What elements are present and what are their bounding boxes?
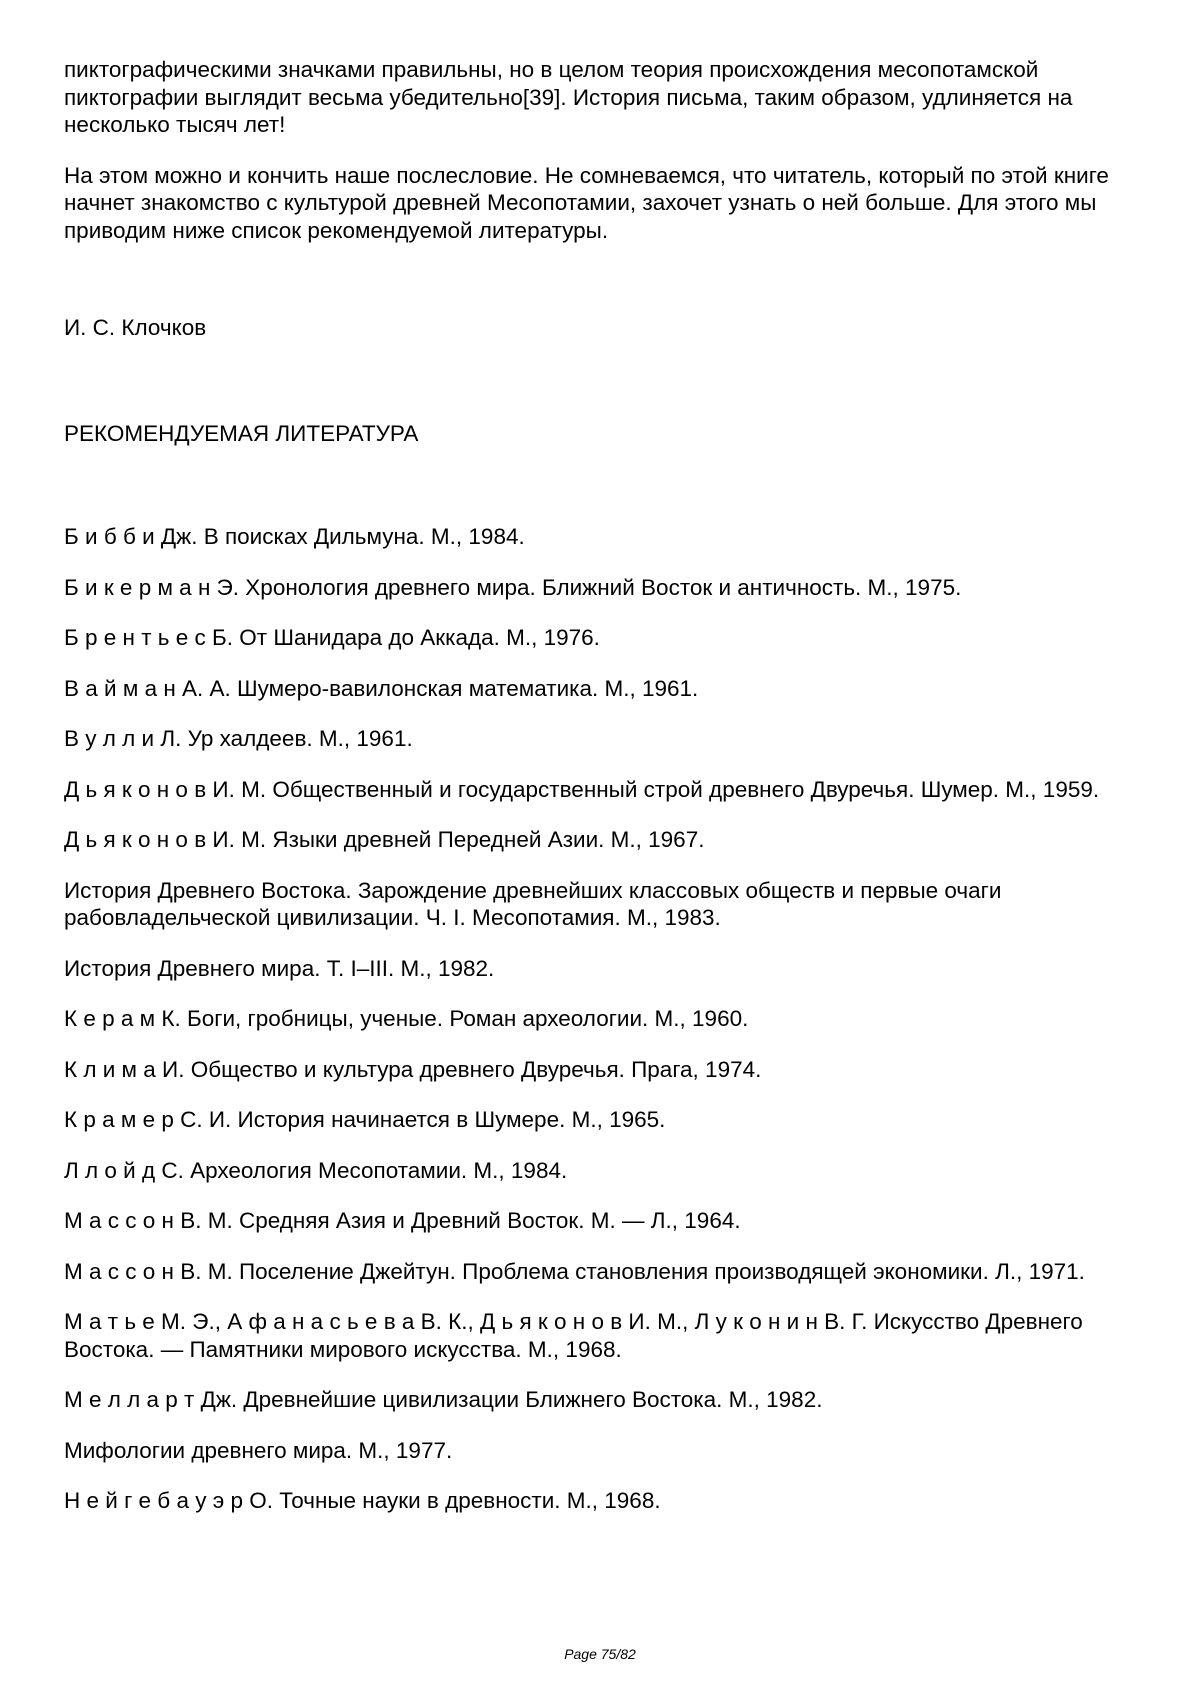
bibliography-entry: Мифологии древнего мира. М., 1977. xyxy=(64,1437,453,1463)
bibliography-entry: М а с с о н В. М. Поселение Джейтун. Проблема становления производящей экономики. Л., 1971. xyxy=(64,1258,1085,1284)
bibliography-entry: Н е й г е б а у э р О. Точные науки в древности. М., 1968. xyxy=(64,1488,661,1513)
bibliography-entry: В а й м а н А. А. Шумеро-вавилонская математика. М., 1961. xyxy=(64,675,699,701)
bibliography-entry: Б и б б и Дж. В поисках Дильмуна. М., 1984. xyxy=(64,524,525,549)
bibliography-entry: В у л л и Л. Ур халдеев. М., 1961. xyxy=(64,726,413,751)
bibliography-entry: К е р а м К. Боги, гробницы, ученые. Роман археологии. М., 1960. xyxy=(64,1006,749,1031)
page-number: Page 75/82 xyxy=(564,1646,636,1662)
intro-paragraph: пиктографическими значками правильны, но в целом теория происхождения месопотамской пиктографии выглядит весьма убедительно[39]. История письма, таким образом, удлиняется на несколько тысяч лет! xyxy=(64,57,1073,137)
bibliography-entry: История Древнего Востока. Зарождение древнейших классовых обществ и первые очаги рабовладельческой цивилизации. Ч. I. Месопотамия. М., 1983. xyxy=(64,877,1002,930)
bibliography-entry: Б р е н т ь е с Б. От Шанидара до Аккада. М., 1976. xyxy=(64,625,600,650)
bibliography-entry: М е л л а р т Дж. Древнейшие цивилизации Ближнего Востока. М., 1982. xyxy=(64,1387,823,1412)
bibliography-entry: История Древнего мира. Т. I–III. М., 1982. xyxy=(64,955,495,981)
document-page xyxy=(64,56,1144,1538)
bibliography-entry: Б и к е р м а н Э. Хронология древнего мира. Ближний Восток и античность. М., 1975. xyxy=(64,574,962,600)
bibliography-list xyxy=(64,523,1144,1515)
section-heading: РЕКОМЕНДУЕМАЯ ЛИТЕРАТУРА xyxy=(64,420,419,446)
bibliography-entry: М а т ь е М. Э., А ф а н а с ь е в а В. К., Д ь я к о н о в И. М., Л у к о н и н В. Г. Искусство Древнего Востока. — Памятники мирового искусства. М., 1968. xyxy=(64,1309,1083,1362)
bibliography-entry: Д ь я к о н о в И. М. Общественный и государственный строй древнего Двуречья. Шумер. М., 1959. xyxy=(64,776,1100,802)
bibliography-entry: М а с с о н В. М. Средняя Азия и Древний Восток. М. — Л., 1964. xyxy=(64,1208,741,1233)
author-signature: И. С. Клочков xyxy=(64,315,207,340)
bibliography-entry: Л л о й д С. Археология Месопотамии. М., 1984. xyxy=(64,1157,568,1183)
bibliography-entry: К л и м а И. Общество и культура древнего Двуречья. Прага, 1974. xyxy=(64,1056,762,1082)
bibliography-entry: К р а м е р С. И. История начинается в Шумере. М., 1965. xyxy=(64,1107,666,1132)
intro-paragraph: На этом можно и кончить наше послесловие. Не сомневаемся, что читатель, который по этой книге начнет знакомство с культурой древней Месопотамии, захочет узнать о ней больше. Для этого мы приводим ниже список рекомендуемой литературы. xyxy=(64,162,1109,243)
bibliography-entry: Д ь я к о н о в И. М. Языки древней Передней Азии. М., 1967. xyxy=(64,827,705,852)
